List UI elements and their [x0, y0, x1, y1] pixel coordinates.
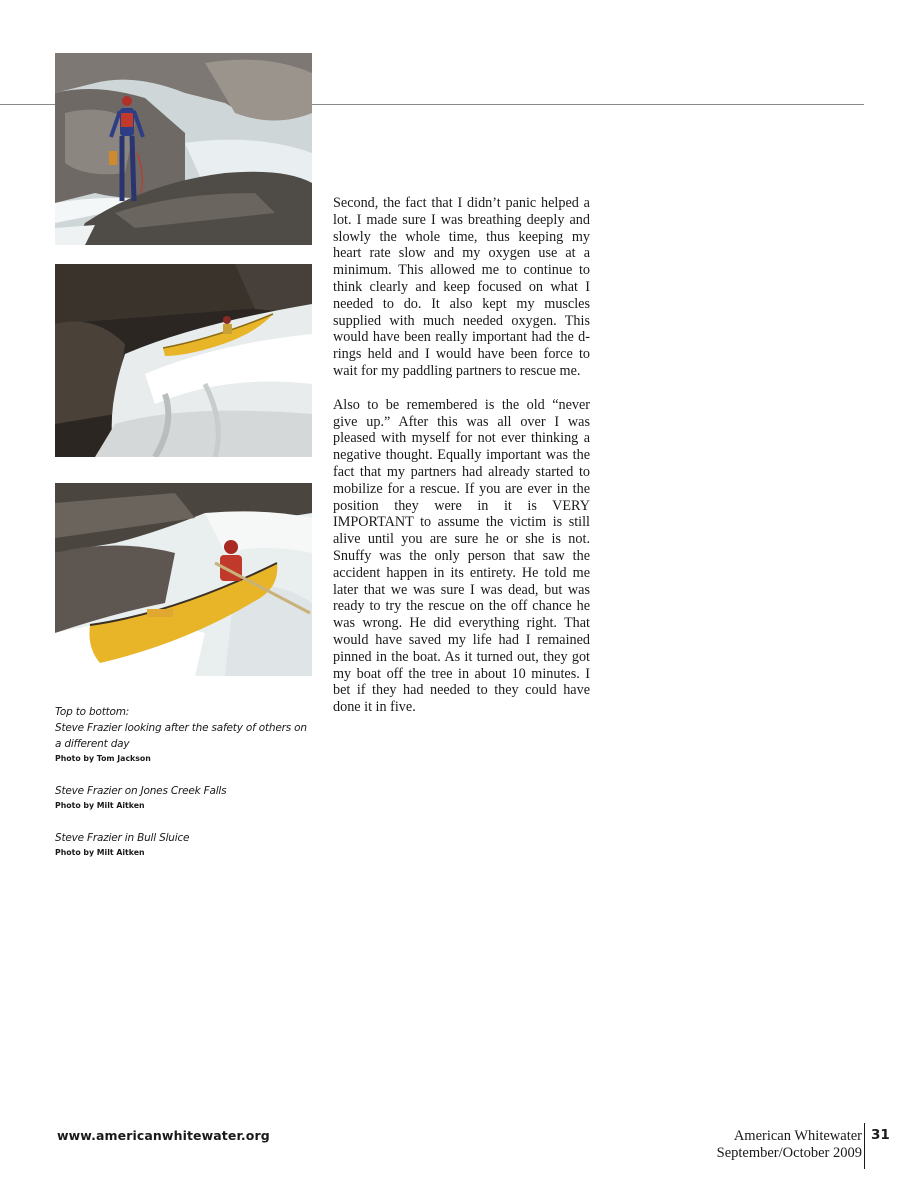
header-rule-right: [312, 104, 864, 105]
article-paragraph: Second, the fact that I didn’t panic helped a lot. I made sure I was breathing deeply and slowly the whole time, thus keeping my heart rate slow and my oxygen use at a minimum. This allowed me to continue to think clearly and keep focused on what I needed to do. It also kept my muscles supplied with much needed oxygen. This would have been really important had the d-rings held and I would have been force to wait for my paddling partners to rescue me.: [333, 195, 590, 379]
caption-text: Steve Frazier looking after the safety of others on a different day: [55, 722, 307, 750]
magazine-title: American Whitewater: [733, 1128, 862, 1144]
photo-jones-creek-falls: [55, 264, 312, 457]
page-number: 31: [871, 1127, 890, 1143]
footer-magazine-info: [717, 1128, 862, 1161]
photo-safety-boater: [55, 53, 312, 245]
caption-block-1: [55, 704, 315, 766]
article-paragraph: Also to be remembered is the old “never give up.” After this was all over I was pleased with myself for not ever thinking a negative thought. Equally important was the fact that my partners had already started to mobilize for a rescue. If you are ever in the position they were in it is VERY IMPORTANT to assume the victim is still alive until you are sure he or she is not. Snuffy was the only person that saw the accident happen in its entirety. He told me later that we was sure I was dead, but was ready to try the rescue on the off chance he was wrong. He did everything right. That would have saved my life had I remained pinned in the boat. As it turned out, they got my boat off the tree in about 10 minutes. I bet if they had needed to they could have done it in five.: [333, 396, 590, 716]
caption-block-3: [55, 830, 315, 860]
header-rule-left: [0, 104, 56, 105]
footer-website-link[interactable]: www.americanwhitewater.org: [57, 1128, 270, 1143]
caption-block-2: [55, 783, 315, 813]
footer-divider: [864, 1123, 865, 1169]
photo-captions: [55, 704, 315, 877]
caption-text: Steve Frazier on Jones Creek Falls: [55, 785, 227, 797]
caption-intro: Top to bottom:: [55, 706, 130, 718]
photo-credit: Photo by Milt Aitken: [55, 801, 145, 810]
article-body: [333, 195, 590, 733]
caption-text: Steve Frazier in Bull Sluice: [55, 832, 190, 844]
photo-credit: Photo by Tom Jackson: [55, 754, 151, 763]
photo-bull-sluice: [55, 483, 312, 676]
issue-date: September/October 2009: [716, 1144, 862, 1161]
photo-credit: Photo by Milt Aitken: [55, 848, 145, 857]
